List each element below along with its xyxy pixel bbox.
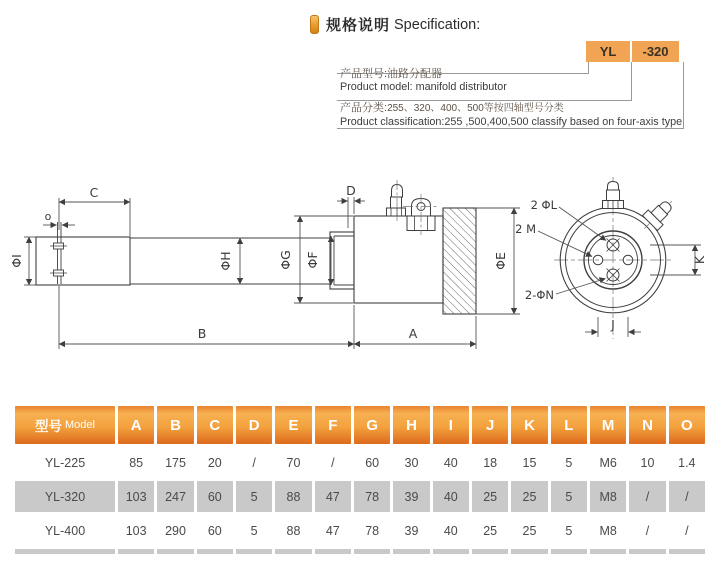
grease-nipple-side-icon (387, 180, 406, 221)
header-cell-h: H (393, 406, 429, 444)
value-cell: 103 (118, 481, 154, 512)
dim-label-phi-i: ΦI (9, 254, 24, 268)
value-cell: 60 (197, 481, 233, 512)
value-cell: 39 (393, 481, 429, 512)
value-cell: 5 (551, 447, 587, 478)
dim-label-k: K (692, 255, 707, 265)
value-cell: 25 (511, 515, 547, 546)
value-cell: 5 (236, 515, 272, 546)
dim-label-phi-e: ΦE (493, 252, 508, 270)
value-cell: 247 (157, 481, 193, 512)
product-model-block (340, 68, 507, 93)
header-cell-c: C (197, 406, 233, 444)
label-two-m: 2 M (515, 222, 536, 236)
value-cell: 1.4 (669, 447, 705, 478)
value-cell: 10 (629, 447, 665, 478)
header-cell-e: E (275, 406, 311, 444)
value-cell: / (315, 447, 351, 478)
end-view-dimensions (538, 207, 701, 337)
header-cell-m: M (590, 406, 626, 444)
value-cell: 70 (275, 447, 311, 478)
value-cell: 5 (551, 515, 587, 546)
value-cell: 18 (472, 447, 508, 478)
value-cell: 60 (197, 515, 233, 546)
value-cell: 60 (354, 447, 390, 478)
header-cell-j: J (472, 406, 508, 444)
value-cell: 85 (118, 447, 154, 478)
value-cell: 175 (157, 447, 193, 478)
model-code-prefix: YL (586, 41, 630, 62)
value-cell: 88 (275, 481, 311, 512)
value-cell: / (669, 481, 705, 512)
section-title (310, 14, 480, 35)
value-cell: M6 (590, 447, 626, 478)
table-row-yl400 (15, 515, 705, 546)
header-cell-o: O (669, 406, 705, 444)
header-model-en: Model (65, 419, 95, 431)
value-cell: 103 (118, 515, 154, 546)
header-cell-l: L (551, 406, 587, 444)
value-cell: 5 (551, 481, 587, 512)
value-cell: / (629, 515, 665, 546)
product-model-en: Product model: manifold distributor (340, 80, 507, 93)
value-cell: 30 (393, 447, 429, 478)
grease-nipple-front-icon (403, 194, 439, 235)
table-row-yl225 (15, 447, 705, 478)
value-cell: 25 (472, 481, 508, 512)
value-cell: 88 (275, 515, 311, 546)
title-english: Specification: (394, 16, 481, 33)
value-cell: / (629, 481, 665, 512)
model-cell: YL-320 (15, 481, 115, 512)
table-header-row (15, 406, 705, 444)
header-cell-i: I (433, 406, 469, 444)
dim-label-o: o (44, 210, 52, 223)
value-cell: 78 (354, 481, 390, 512)
product-class-zh-head: 产品分类: (340, 102, 388, 114)
value-cell: 78 (354, 515, 390, 546)
model-code-suffix: -320 (632, 41, 679, 62)
dim-label-phi-h: ΦH (218, 251, 233, 271)
product-class-zh-rest: 255、320、400、500等按四轴型号分类 (387, 103, 564, 114)
header-cell-model (15, 406, 115, 444)
bullet-marker-icon (310, 15, 319, 34)
value-cell: 25 (511, 481, 547, 512)
dim-label-phi-g: ΦG (278, 250, 293, 270)
product-classification-block (340, 101, 682, 128)
header-cell-k: K (511, 406, 547, 444)
dim-label-d: D (346, 183, 356, 198)
value-cell: 15 (511, 447, 547, 478)
label-two-phi-n: 2-ΦN (524, 288, 554, 302)
value-cell: M8 (590, 481, 626, 512)
value-cell: 290 (157, 515, 193, 546)
dim-label-c: C (89, 185, 99, 200)
table-row-yl320 (15, 481, 705, 512)
value-cell: / (236, 447, 272, 478)
grease-nipple-angled-icon (637, 194, 679, 236)
label-two-phi-l: 2 ΦL (530, 198, 557, 212)
dim-label-j: J (611, 317, 615, 332)
spec-table (15, 406, 705, 554)
value-cell: 20 (197, 447, 233, 478)
value-cell: 39 (393, 515, 429, 546)
model-cell: YL-225 (15, 447, 115, 478)
dim-label-phi-f: ΦF (305, 251, 320, 269)
value-cell: 47 (315, 481, 351, 512)
title-chinese: 规格说明 (326, 17, 391, 34)
product-model-zh: 产品型号:油路分配器 (340, 68, 443, 80)
header-cell-a: A (118, 406, 154, 444)
value-cell: / (669, 515, 705, 546)
technical-drawing (0, 158, 720, 370)
value-cell: 47 (315, 515, 351, 546)
dim-label-b: B (197, 326, 207, 341)
model-cell: YL-400 (15, 515, 115, 546)
product-class-en: Product classification:255 ,500,400,500 classify based on four-axis type (340, 115, 683, 128)
header-cell-f: F (315, 406, 351, 444)
header-cell-g: G (354, 406, 390, 444)
value-cell: 40 (433, 515, 469, 546)
grease-nipple-top-icon (603, 182, 624, 209)
value-cell: 25 (472, 515, 508, 546)
value-cell: M8 (590, 515, 626, 546)
dim-label-a: A (408, 326, 418, 341)
value-cell: 5 (236, 481, 272, 512)
header-cell-d: D (236, 406, 272, 444)
value-cell: 40 (433, 481, 469, 512)
header-cell-n: N (629, 406, 665, 444)
header-model-zh: 型号 (35, 419, 63, 434)
header-cell-b: B (157, 406, 193, 444)
table-bottom-border (15, 549, 705, 554)
value-cell: 40 (433, 447, 469, 478)
